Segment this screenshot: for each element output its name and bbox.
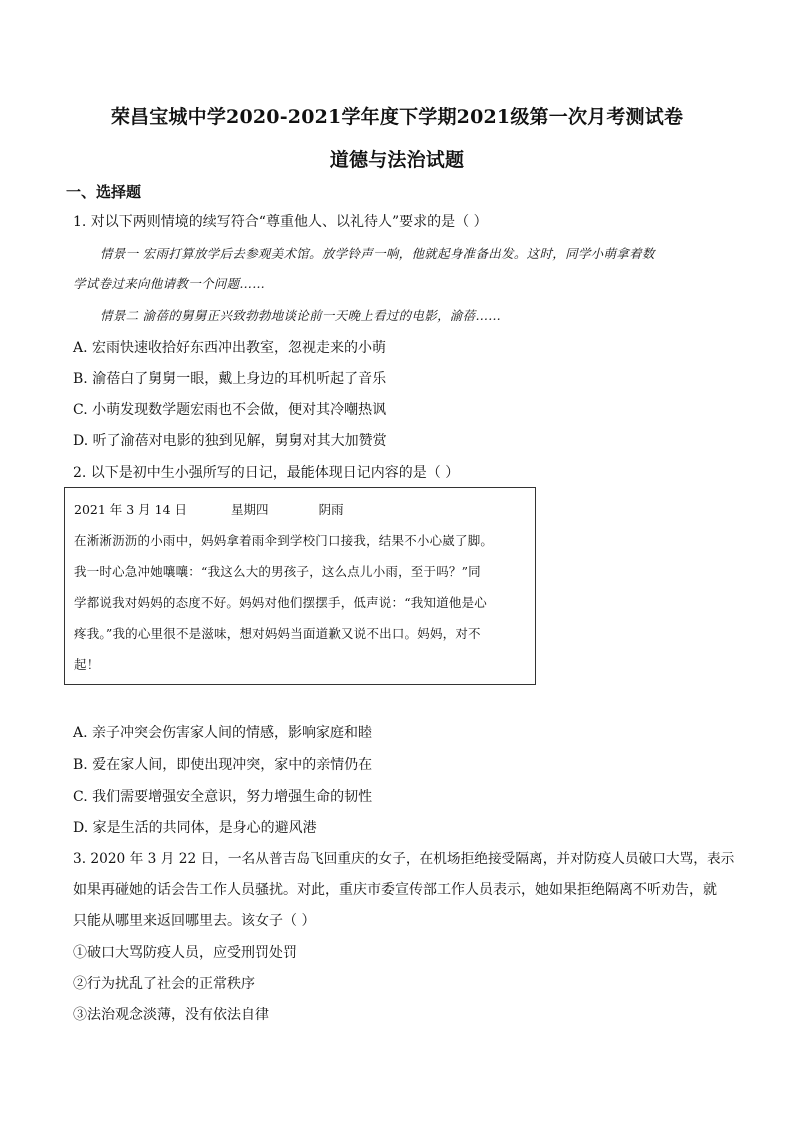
diary-line: 学都说我对妈妈的态度不好。妈妈对他们摆摆手，低声说：“我知道他是心: [74, 595, 487, 610]
q2-option-c: C. 我们需要增强安全意识，努力增强生命的韧性: [73, 789, 373, 805]
diary-weekday: 星期四: [231, 502, 269, 517]
diary-date: 2021 年 3 月 14 日: [74, 502, 188, 517]
diary-weather: 阴雨: [318, 502, 344, 517]
section-heading: 一、选择题: [66, 183, 142, 201]
q2-stem: 2. 以下是初中生小强所写的日记，最能体现日记内容的是（ ）: [73, 465, 460, 481]
diary-header: [74, 500, 344, 518]
diary-box: [64, 487, 536, 685]
diary-line: 疼我。”我的心里很不是滋味，想对妈妈当面道歉又说不出口。妈妈，对不: [74, 626, 481, 641]
q3-item-2: ②行为扰乱了社会的正常秩序: [73, 976, 255, 992]
q1-stem: 1. 对以下两则情境的续写符合“尊重他人、以礼待人”要求的是（ ）: [73, 214, 488, 230]
q2-option-b: B. 爱在家人间，即使出现冲突，家中的亲情仍在: [73, 757, 373, 773]
q3-stem-line1: 3. 2020 年 3 月 22 日，一名从普吉岛飞回重庆的女子，在机场拒绝接受隔离，并对防疫人员破口大骂，表示: [73, 851, 735, 867]
q1-option-c: C. 小萌发现数学题宏雨也不会做，便对其冷嘲热讽: [73, 402, 387, 418]
diary-line: 在淅淅沥沥的小雨中，妈妈拿着雨伞到学校门口接我，结果不小心崴了脚。: [74, 533, 494, 548]
q3-item-1: ①破口大骂防疫人员，应受刑罚处罚: [73, 945, 297, 961]
q2-option-d: D. 家是生活的共同体，是身心的避风港: [73, 820, 317, 836]
q1-option-d: D. 听了渝蓓对电影的独到见解，舅舅对其大加赞赏: [73, 433, 387, 449]
q1-scenario1-line2: 学试卷过来向他请教一个问题……: [73, 276, 266, 291]
page-title: 荣昌宝城中学2020-2021学年度下学期2021级第一次月考测试卷: [110, 106, 684, 128]
q1-scenario2: 情景二 渝蓓的舅舅正兴致勃勃地谈论前一天晚上看过的电影，渝蓓……: [100, 308, 502, 323]
q1-option-b: B. 渝蓓白了舅舅一眼，戴上身边的耳机听起了音乐: [73, 371, 387, 387]
page-subtitle: 道德与法治试题: [329, 149, 465, 171]
q3-item-3: ③法治观念淡薄，没有依法自律: [73, 1007, 269, 1023]
diary-line: 起！: [74, 657, 100, 672]
q1-scenario1-line1: 情景一 宏雨打算放学后去参观美术馆。放学铃声一响，他就起身准备出发。这时，同学小萌拿着数: [100, 246, 655, 261]
q1-option-a: A. 宏雨快速收拾好东西冲出教室，忽视走来的小萌: [73, 340, 387, 356]
diary-line: 我一时心急冲她嚷嚷：“我这么大的男孩子，这么点儿小雨，至于吗？”同: [74, 564, 481, 579]
q3-stem-line3: 只能从哪里来返回哪里去。该女子（ ）: [73, 913, 316, 929]
q3-stem-line2: 如果再碰她的话会告工作人员骚扰。对此，重庆市委宣传部工作人员表示，她如果拒绝隔离不听劝告，就: [73, 882, 717, 898]
q2-option-a: A. 亲子冲突会伤害家人间的情感，影响家庭和睦: [73, 725, 373, 741]
